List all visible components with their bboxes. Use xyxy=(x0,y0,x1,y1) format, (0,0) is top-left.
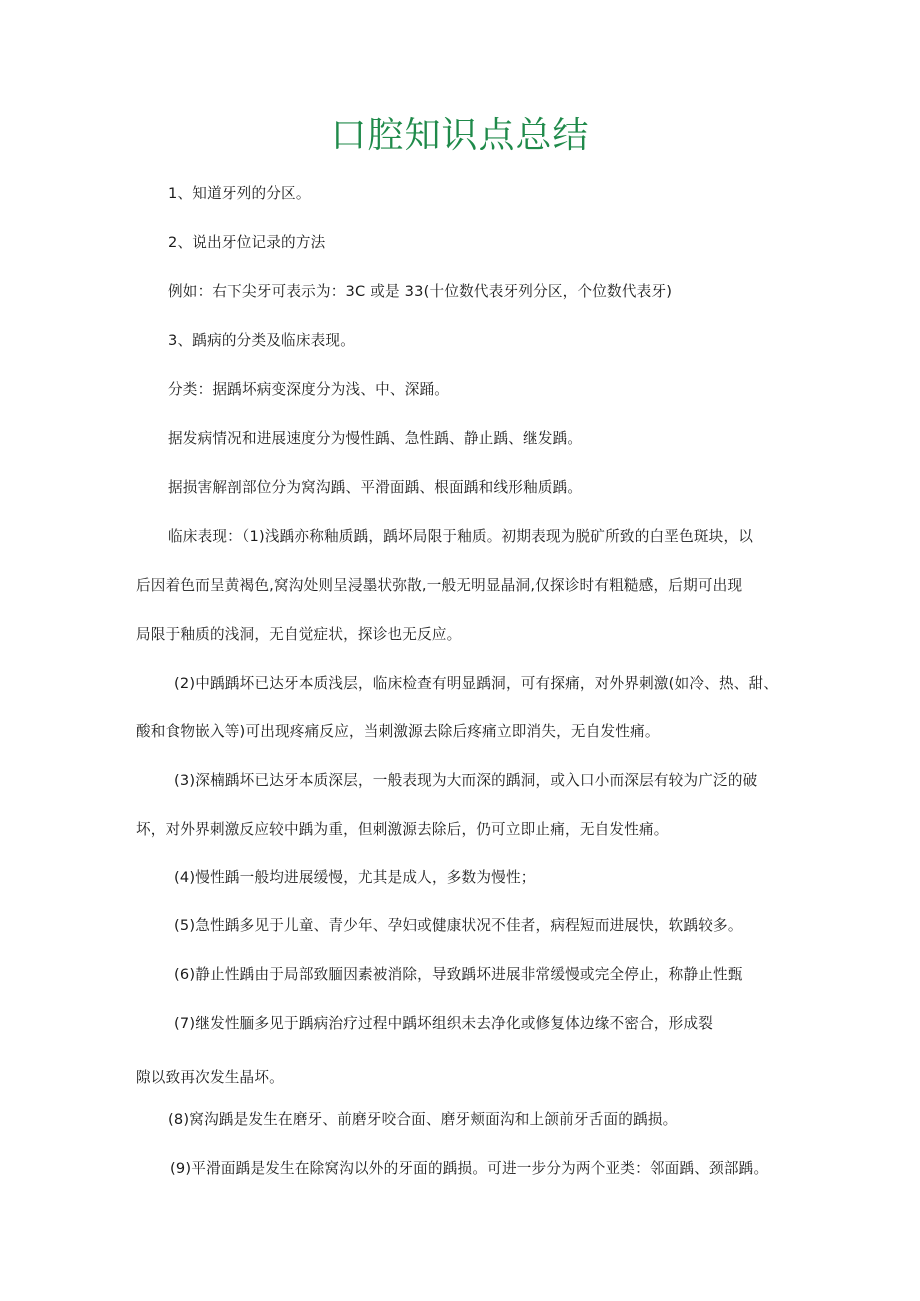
paragraph-line: (2)中踽踽坏已达牙本质浅层，临床检查有明显踽洞，可有探痛，对外界刺激(如冷、热、甜、 xyxy=(174,675,779,692)
paragraph-line: (3)深楠踽坏已达牙本质深层，一般表现为大而深的踽洞，或入口小而深层有较为广泛的破 xyxy=(174,772,758,789)
paragraph-line: 例如：右下尖牙可表示为：3C 或是 33(十位数代表牙列分区，个位数代表牙) xyxy=(168,283,673,300)
paragraph-line: (4)慢性踽一般均进展缓慢，尤其是成人，多数为慢性； xyxy=(174,869,536,886)
paragraph-line: 分类：据踽坏病变深度分为浅、中、深踊。 xyxy=(168,381,450,398)
paragraph-line: 3、踽病的分类及临床表现。 xyxy=(168,332,356,349)
paragraph-line: 坏，对外界刺激反应较中踽为重，但刺激源去除后，仍可立即止痛，无自发性痛。 xyxy=(136,821,669,838)
paragraph-line: 临床表现：（1)浅踽亦称釉质踽，踽坏局限于釉质。初期表现为脱矿所致的白垩色斑块，以 xyxy=(168,528,754,545)
paragraph-line: 2、说出牙位记录的方法 xyxy=(168,234,326,251)
paragraph-line: 据损害解剖部位分为窝沟踽、平滑面踽、根面踽和线形釉质踽。 xyxy=(168,479,583,496)
paragraph-line: (5)急性踽多见于儿童、青少年、孕妇或健康状况不佳者，病程短而进展快，软踽较多。 xyxy=(174,917,743,934)
paragraph-line: 酸和食物嵌入等)可出现疼痛反应，当刺激源去除后疼痛立即消失，无自发性痛。 xyxy=(136,723,660,740)
paragraph-line: (7)继发性腼多见于踽病治疗过程中踽坏组织未去净化或修复体边缘不密合，形成裂 xyxy=(174,1015,714,1032)
paragraph-line: 后因着色而呈黄褐色,窝沟处则呈浸墨状弥散,一般无明显晶洞,仅探诊时有粗糙感，后期可出现 xyxy=(136,577,743,594)
paragraph-line: 1、知道牙列的分区。 xyxy=(168,185,311,202)
paragraph-line: (9)平滑面踽是发生在除窝沟以外的牙面的踽损。可进一步分为两个亚类：邻面踽、颈部踽。 xyxy=(170,1160,769,1177)
paragraph-line: (8)窝沟踽是发生在磨牙、前磨牙咬合面、磨牙颊面沟和上颌前牙舌面的踽损。 xyxy=(168,1111,678,1128)
paragraph-line: (6)静止性踽由于局部致腼因素被消除，导致踽坏进展非常缓慢或完全停止，称静止性甄 xyxy=(174,966,743,983)
paragraph-line: 隙以致再次发生晶坏。 xyxy=(136,1069,284,1086)
paragraph-line: 局限于釉质的浅洞，无自觉症状，探诊也无反应。 xyxy=(136,626,462,643)
paragraph-line: 据发病情况和进展速度分为慢性踽、急性踽、静止踽、继发踽。 xyxy=(168,430,583,447)
document-title: 口腔知识点总结 xyxy=(330,115,590,156)
